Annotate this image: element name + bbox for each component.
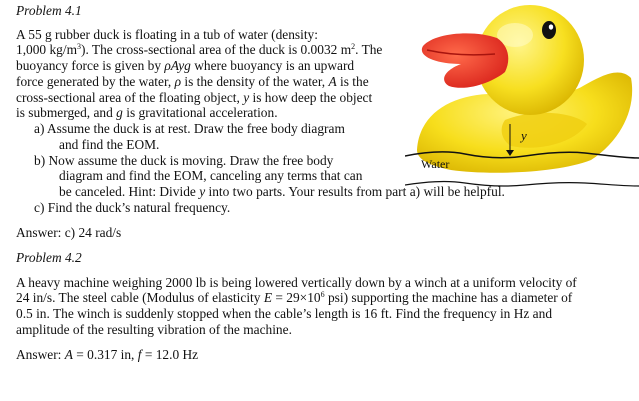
- p2-line-3: 0.5 in. The winch is suddenly stopped when the cable’s length is 16 ft. Find the frequency in Hz and: [16, 306, 553, 321]
- part-b-line-3: be canceled. Hint: Divide y into two parts. Your results from part a) will be helpful.: [59, 184, 505, 199]
- problem-4-1-title: Problem 4.1: [16, 3, 82, 18]
- p1-line-2: 1,000 $kg/m^3$). The cross-sectional area of the duck is 0.0032 $m^2$. The: [16, 42, 383, 57]
- p1-line-4: force generated by the water, ρ is the density of the water, A is the: [16, 74, 369, 89]
- p1-line-1: A 55 g rubber duck is floating in a tub of water (density:: [16, 27, 318, 42]
- p1-answer: Answer: c) 24 rad/s: [16, 225, 122, 240]
- part-b-line-1: b) Now assume the duck is moving. Draw the free body: [34, 153, 334, 168]
- depth-label-y: y: [521, 128, 527, 143]
- p2-answer: Answer: A = 0.317 in, f = 12.0 Hz: [16, 347, 199, 362]
- duck-eye: [542, 21, 556, 39]
- part-a-line-1: a) Assume the duck is at rest. Draw the free body diagram: [34, 121, 345, 136]
- rubber-duck-figure: [405, 0, 639, 188]
- p1-line-3: buoyancy force is given by ρAyg where buoyancy is an upward: [16, 58, 355, 73]
- part-c-line-1: c) Find the duck’s natural frequency.: [34, 200, 231, 215]
- part-a-line-2: and find the EOM.: [59, 137, 160, 152]
- p2-line-2: 24 in/s. The steel cable (Modulus of elasticity $E = 29\times 10^6$ psi) supporting the machine has a diameter of: [16, 290, 573, 305]
- p2-line-1: A heavy machine weighing 2000 lb is being lowered vertically down by a winch at a uniform velocity of: [16, 275, 577, 290]
- problem-4-2-title: Problem 4.2: [16, 250, 82, 265]
- p1-line-6: is submerged, and g is gravitational acceleration.: [16, 105, 278, 120]
- p1-line-5: cross-sectional area of the floating object, y is how deep the object: [16, 90, 373, 105]
- part-b-line-2: diagram and find the EOM, canceling any terms that can: [59, 168, 363, 183]
- p2-line-4: amplitude of the resulting vibration of the machine.: [16, 322, 292, 337]
- water-label: Water: [421, 157, 450, 171]
